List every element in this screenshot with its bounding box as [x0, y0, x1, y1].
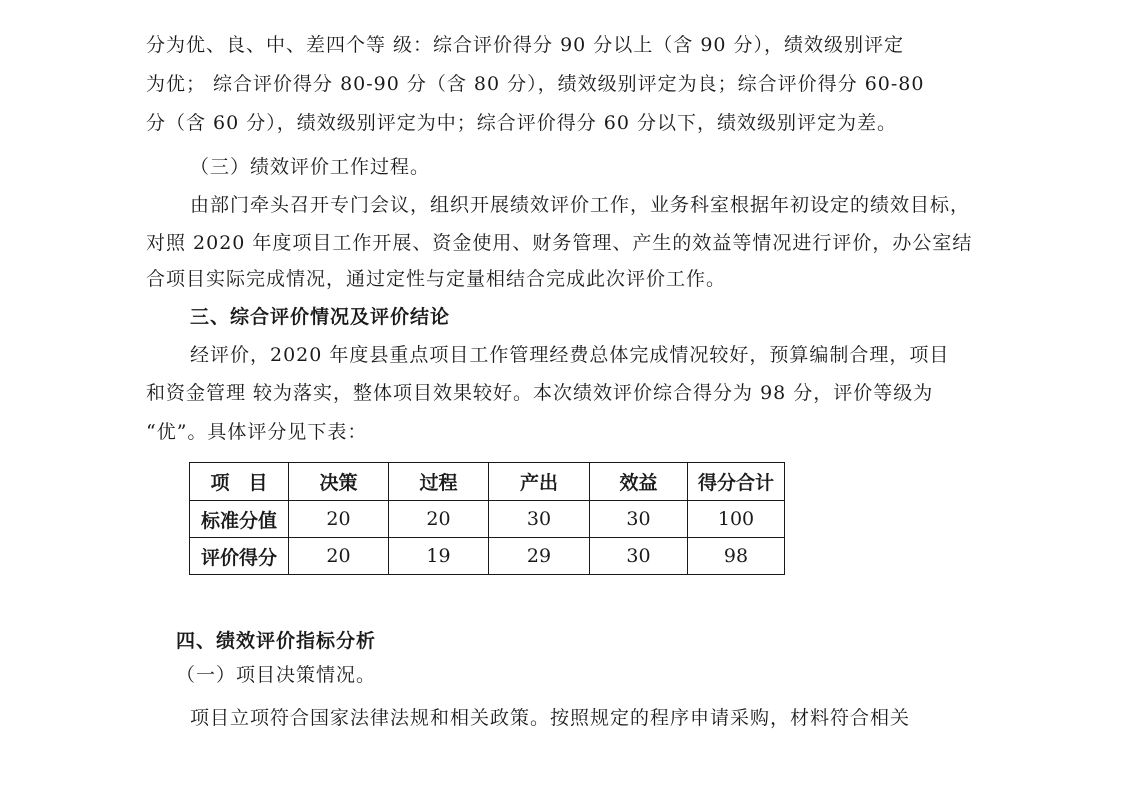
paragraph-line: 分（含 60 分），绩效级别评定为中；综合评价得分 60 分以下，绩效级别评定为差。: [146, 112, 898, 134]
table-header-cell: 产出: [489, 463, 590, 501]
table-cell: 20: [289, 501, 389, 538]
score-table: [189, 462, 785, 575]
table-cell: 30: [489, 501, 590, 538]
paragraph-line: 项目立项符合国家法律法规和相关政策。按照规定的程序申请采购，材料符合相关: [190, 707, 911, 729]
subsection-title: （一）项目决策情况。: [176, 664, 377, 686]
table-cell: 30: [590, 501, 688, 538]
table-cell: 100: [688, 501, 785, 538]
table-header-row: [190, 463, 785, 501]
table-row: [190, 538, 785, 575]
table-cell: 19: [389, 538, 489, 575]
paragraph-line: 合项目实际完成情况，通过定性与定量相结合完成此次评价工作。: [146, 268, 727, 290]
table-header-cell: 决策: [289, 463, 389, 501]
table-row-label: 评价得分: [190, 538, 289, 575]
section-title: 四、绩效评价指标分析: [176, 630, 377, 652]
paragraph-line: 为优； 综合评价得分 80-90 分（含 80 分），绩效级别评定为良；综合评价得分 60-80: [146, 73, 925, 95]
table-cell: 20: [289, 538, 389, 575]
table-cell: 98: [688, 538, 785, 575]
table-cell: 29: [489, 538, 590, 575]
subsection-title: （三）绩效评价工作过程。: [190, 156, 431, 178]
paragraph-line: 对照 2020 年度项目工作开展、资金使用、财务管理、产生的效益等情况进行评价，办公室结: [146, 232, 973, 254]
table-row-label: 标准分值: [190, 501, 289, 538]
table-header-cell: 效益: [590, 463, 688, 501]
table-cell: 30: [590, 538, 688, 575]
table-cell: 20: [389, 501, 489, 538]
paragraph-line: 由部门牵头召开专门会议，组织开展绩效评价工作，业务科室根据年初设定的绩效目标，: [190, 194, 971, 216]
paragraph-line: 和资金管理 较为落实，整体项目效果较好。本次绩效评价综合得分为 98 分，评价等级为: [146, 382, 934, 404]
paragraph-line: 分为优、良、中、差四个等 级：综合评价得分 90 分以上（含 90 分），绩效级别评定: [146, 34, 905, 56]
table-header-cell: 过程: [389, 463, 489, 501]
table-header-cell: 得分合计: [688, 463, 785, 501]
table-row: [190, 501, 785, 538]
paragraph-line: 经评价，2020 年度县重点项目工作管理经费总体完成情况较好，预算编制合理，项目: [190, 344, 950, 366]
section-title: 三、综合评价情况及评价结论: [190, 306, 451, 328]
table-header-cell: 项 目: [190, 463, 289, 501]
paragraph-line: “优”。具体评分见下表：: [146, 421, 368, 443]
